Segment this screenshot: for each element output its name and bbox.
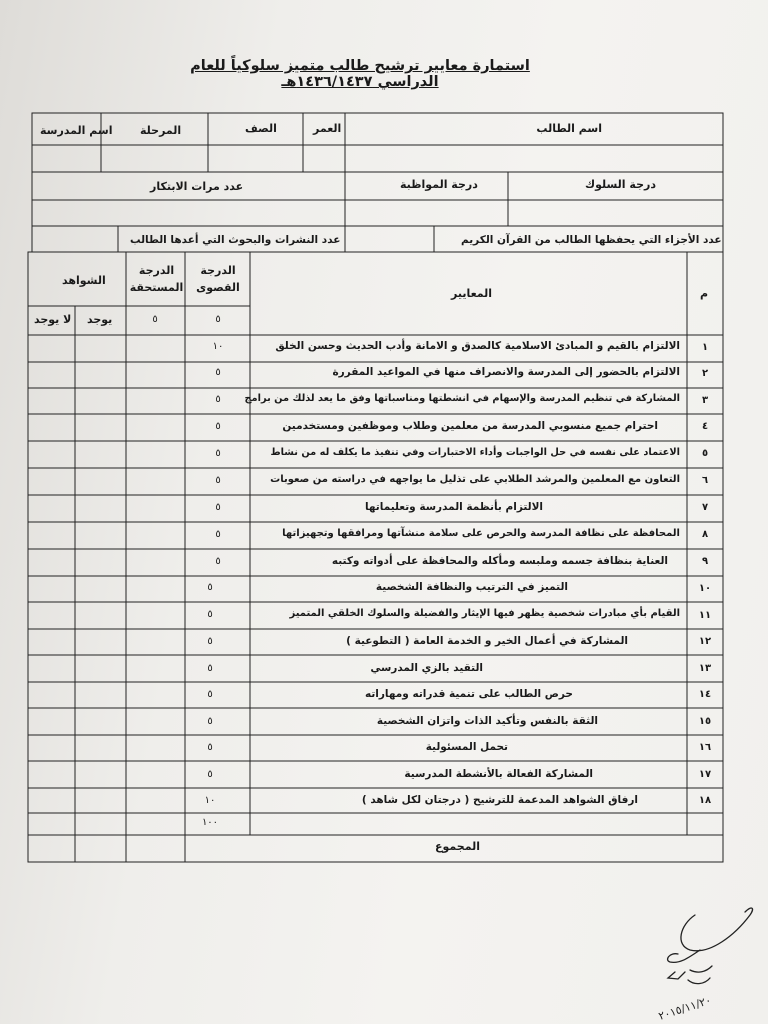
criteria-text: التعاون مع المعلمين والمرشد الطلابي على تذليل ما يواجهه في دراسته من صعوبات: [270, 474, 680, 485]
row-number: ١٥: [698, 716, 712, 727]
age-label: العمر: [313, 122, 342, 135]
max-score: ٥: [215, 448, 221, 459]
student-name-label: اسم الطالب: [536, 122, 602, 135]
max-score: ٥: [215, 367, 221, 378]
row-number: ١٨: [698, 795, 712, 806]
max-score: ٥: [215, 475, 221, 486]
row-number: ١٤: [698, 689, 712, 700]
exists-label: يوجد: [87, 313, 113, 326]
max-score: ٥: [207, 716, 213, 727]
row-number: ١٣: [698, 663, 712, 674]
row-number: ٩: [701, 556, 709, 567]
row-number: ٨: [701, 529, 709, 540]
max-score: ٥: [215, 421, 221, 432]
max-score: ٥: [207, 663, 213, 674]
criteria-text: القيام بأي مبادرات شخصية يظهر فيها الإيثار والفضيلة والسلوك الخلقي المتميز: [289, 608, 680, 619]
max-score-header: الدرجة القصوى: [196, 264, 240, 294]
publications-label: عدد النشرات والبحوث التي أعدها الطالب: [130, 234, 341, 246]
row-number: ١: [701, 342, 709, 353]
row-number: ٣: [701, 395, 709, 406]
criteria-text: الاعتماد على نفسه في حل الواجبات وأداء الاختبارات وفي تنفيذ ما يكلف له من نشاط: [270, 447, 680, 458]
max-score: ٥: [207, 769, 213, 780]
school-name-label: اسم المدرسة: [40, 124, 113, 137]
criteria-text: تحمل المسئولية: [425, 741, 508, 753]
criteria-text: الالتزام بالحضور إلى المدرسة والانصراف منها في المواعيد المقررة: [332, 366, 680, 378]
max-score: ٥: [215, 556, 221, 567]
max-score: ٥: [207, 742, 213, 753]
total-label: المجموع: [435, 840, 480, 853]
max-score: ١٠: [212, 341, 224, 352]
not-exists-label: لا يوجد: [34, 313, 72, 326]
row-number: ٤: [701, 421, 709, 432]
quran-parts-label: عدد الأجزاء التي يحفظها الطالب من القرآن الكريم: [461, 234, 722, 246]
max-score: ١٠: [204, 795, 216, 806]
criteria-text: المشاركة الفعالة بالأنشطة المدرسية: [404, 768, 593, 780]
handwritten-date: ٢٠١٥/١١/٢٠: [656, 993, 713, 1023]
criteria-text: المحافظة على نظافة المدرسة والحرص على سلامة منشآتها ومرافقها وتجهيزاتها: [282, 528, 680, 539]
max-score: ٥: [215, 502, 221, 513]
form-title: استمارة معايير ترشيح طالب متميز سلوكياً للعام الدراسي ١٤٣٦/١٤٣٧هـ: [190, 58, 530, 90]
criteria-text: المشاركة في أعمال الخير و الخدمة العامة ( التطوعية ): [346, 635, 628, 647]
max-score: ٥: [215, 529, 221, 540]
deserved-score-header: الدرجة المستحقة: [129, 264, 184, 294]
max-score: ٥: [207, 582, 213, 593]
row-number: ١٠: [698, 583, 712, 594]
criteria-text: الالتزام بأنظمة المدرسة وتعليماتها: [364, 501, 543, 513]
max-score: ٥: [207, 609, 213, 620]
row-number: ٥: [701, 448, 709, 459]
criteria-text: ارفاق الشواهد المدعمة للترشيح ( درجتان لكل شاهد ): [361, 794, 638, 806]
max-score: ٥: [215, 394, 221, 405]
max-score: ٥: [207, 689, 213, 700]
deserved-sub-value: ٥: [152, 314, 158, 325]
innovation-count-label: عدد مرات الابتكار: [150, 180, 244, 193]
grade-label: الصف: [245, 122, 277, 135]
handwritten-signature: [640, 900, 768, 1024]
stage-label: المرحلة: [140, 124, 182, 137]
row-number: ٢: [701, 368, 709, 379]
row-number: ٦: [701, 475, 709, 486]
total-value: ١٠٠: [201, 817, 219, 828]
criteria-text: احترام جميع منسوبي المدرسة من معلمين وطلاب وموظفين ومستخدمين: [282, 420, 658, 432]
criteria-text: المشاركة في تنظيم المدرسة والإسهام في انشطتها ومناسباتها وفق ما يعد لذلك من برامج: [244, 393, 680, 404]
criteria-text: التقيد بالزي المدرسي: [370, 662, 483, 674]
row-number: ١٢: [698, 636, 712, 647]
row-number: ١٧: [698, 769, 712, 780]
max-score: ٥: [207, 636, 213, 647]
row-number: ١١: [698, 610, 712, 621]
criteria-text: حرص الطالب على تنمية قدراته ومهاراته: [364, 688, 573, 700]
criteria-column-header: المعايير: [451, 287, 493, 300]
num-column-header: م: [700, 287, 709, 300]
attendance-grade-label: درجة المواظبة: [400, 178, 478, 191]
criteria-text: الثقة بالنفس وتأكيد الذات واتزان الشخصية: [376, 715, 598, 727]
criteria-text: العناية بنظافة جسمه وملبسه ومأكله والمحافظة على أدواته وكتبه: [331, 555, 668, 567]
row-number: ٧: [701, 502, 709, 513]
max-sub-value: ٥: [215, 314, 221, 325]
criteria-text: الالتزام بالقيم و المبادئ الاسلامية كالصدق و الامانة وأدب الحديث وحسن الخلق: [275, 340, 680, 352]
evidence-header: الشواهد: [62, 274, 106, 287]
behavior-grade-label: درجة السلوك: [585, 178, 656, 191]
criteria-text: التميز في الترتيب والنظافة الشخصية: [375, 581, 568, 593]
row-number: ١٦: [698, 742, 712, 753]
